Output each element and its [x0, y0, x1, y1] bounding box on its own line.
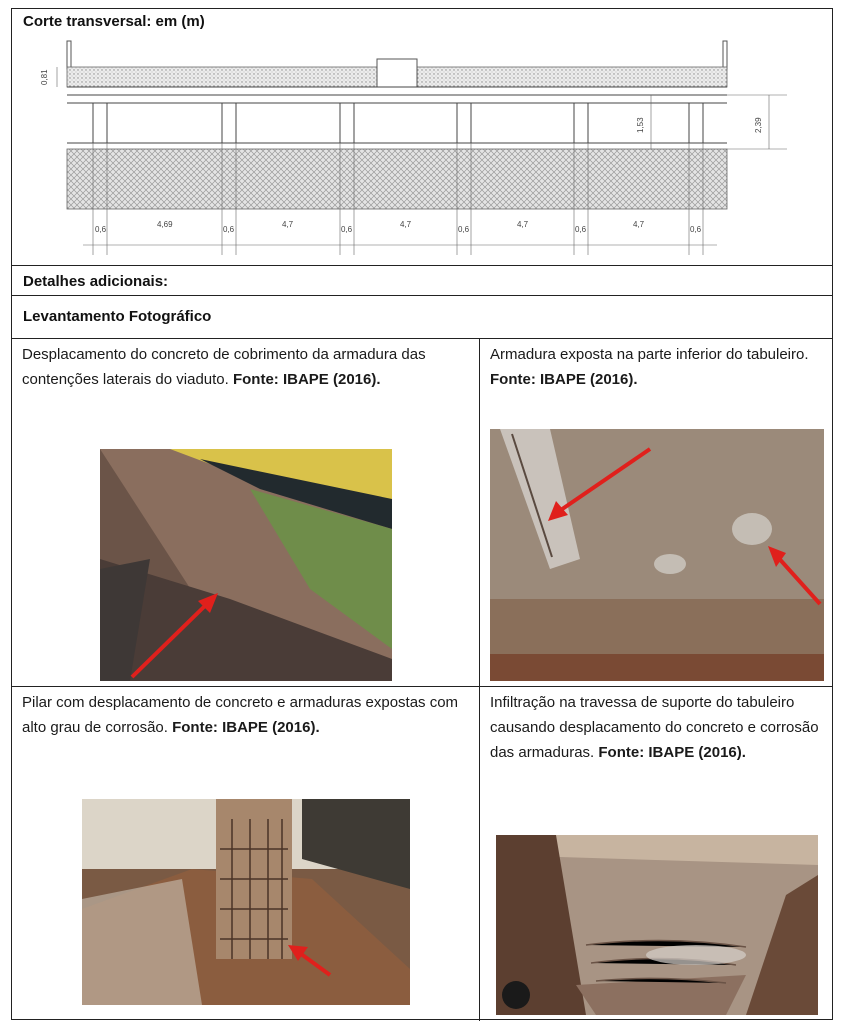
svg-text:4,7: 4,7 — [400, 220, 412, 229]
photo-lateral-wall — [100, 449, 392, 681]
survey-label: Levantamento Fotográfico — [12, 296, 832, 339]
svg-text:0,6: 0,6 — [223, 225, 235, 234]
svg-text:0,6: 0,6 — [690, 225, 702, 234]
svg-text:0,6: 0,6 — [575, 225, 587, 234]
photo-row-1 — [12, 339, 832, 687]
svg-text:4,7: 4,7 — [517, 220, 529, 229]
deck-pavement-right — [417, 67, 727, 87]
photo-3-caption: Pilar com desplacamento de concreto e armaduras expostas com alto grau de corrosão. Fonte: IBAPE (2016). — [22, 694, 459, 736]
details-label: Detalhes adicionais: — [12, 266, 832, 296]
photo-deck-underside — [490, 429, 824, 681]
deck-pavement-left — [67, 67, 377, 87]
photo-pillar — [82, 799, 410, 1005]
svg-text:4,7: 4,7 — [282, 220, 294, 229]
photo-row-2 — [12, 687, 832, 1021]
svg-text:0,6: 0,6 — [95, 225, 107, 234]
left-parapet — [67, 41, 71, 69]
span-dimensions — [95, 220, 702, 234]
median — [377, 59, 417, 87]
foundation-block — [67, 149, 727, 209]
total-height-dim: 2,39 — [754, 117, 763, 133]
photo-crossbeam — [496, 835, 818, 1015]
photo-2-caption: Armadura exposta na parte inferior do tabuleiro. Fonte: IBAPE (2016). — [490, 346, 809, 388]
svg-text:4,7: 4,7 — [633, 220, 645, 229]
right-parapet — [723, 41, 727, 69]
svg-text:4,69: 4,69 — [157, 220, 173, 229]
cross-section-row — [12, 9, 832, 266]
cross-section-title: Corte transversal: em (m) — [23, 13, 205, 30]
curb-height-dim: 0,81 — [40, 69, 49, 85]
svg-text:0,6: 0,6 — [458, 225, 470, 234]
photo-4-caption: Infiltração na travessa de suporte do tabuleiro causando desplacamento do concreto e corrosão das armaduras. Fonte: IBAPE (2016). — [490, 694, 819, 761]
beam-height-dim: 1,53 — [636, 117, 645, 133]
cross-section-drawing — [17, 37, 817, 262]
photo-1-caption: Desplacamento do concreto de cobrimento da armadura das contenções laterais do viaduto. Fonte: IBAPE (2016). — [22, 346, 426, 388]
svg-text:0,6: 0,6 — [341, 225, 353, 234]
girders — [93, 103, 703, 143]
inspection-sheet — [11, 8, 833, 1020]
